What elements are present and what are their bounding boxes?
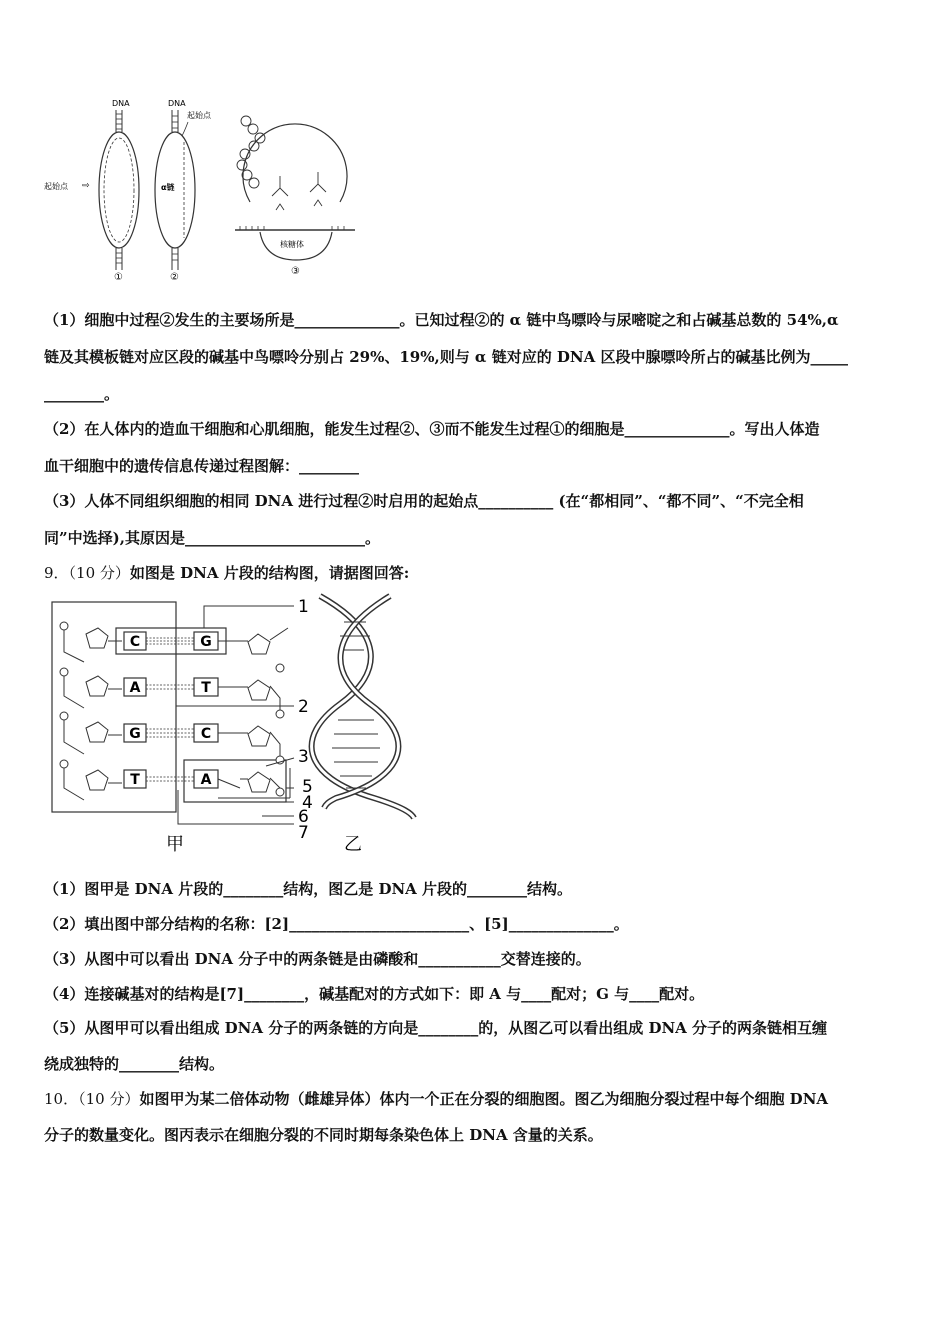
q8-part2-line1: （2）在人体内的造血干细胞和心肌细胞，能发生过程②、③而不能发生过程①的细胞是______________。写出人体造 bbox=[44, 420, 820, 438]
label-yi: 乙 bbox=[344, 834, 362, 855]
q8-part1-line3: ________。 bbox=[44, 385, 120, 403]
trna-icon bbox=[272, 176, 288, 210]
base-right-3: C bbox=[200, 726, 212, 742]
num-label-3: 3 bbox=[298, 747, 309, 767]
base-right-1: G bbox=[200, 634, 212, 650]
q8-part1-line2: 链及其模板链对应区段的碱基中鸟嘌呤分别占 29%、19%,则与 α 链对应的 DNA 区段中腺嘌呤所占的碱基比例为_____ bbox=[44, 348, 848, 366]
q9-score: （10 分） bbox=[68, 564, 130, 582]
q9-part1: （1）图甲是 DNA 片段的________结构，图乙是 DNA 片段的________结构。 bbox=[44, 880, 573, 898]
base-left-4: T bbox=[130, 772, 140, 788]
dna-label-1: DNA bbox=[112, 99, 130, 108]
num-label-6: 6 bbox=[298, 807, 309, 827]
fragment-box bbox=[52, 602, 176, 812]
ribosome-label: 核糖体 bbox=[280, 240, 304, 249]
base-right-4: A bbox=[200, 772, 212, 788]
q9-part5-line1: （5）从图甲可以看出组成 DNA 分子的两条链的方向是________的，从图乙可以看出组成 DNA 分子的两条链相互缠 bbox=[44, 1019, 828, 1037]
q9-stem bbox=[44, 562, 910, 584]
q9-part4: （4）连接碱基对的结构是[7]________，碱基配对的方式如下：即 A 与____配对；G 与____配对。 bbox=[44, 985, 705, 1003]
q8-part1-line1: （1）细胞中过程②发生的主要场所是______________。已知过程②的 α 链中鸟嘌呤与尿嘧啶之和占碱基总数的 54%,α bbox=[44, 311, 839, 329]
q9-part5-line2: 绕成独特的________结构。 bbox=[44, 1055, 225, 1073]
process-diagram bbox=[40, 92, 360, 282]
base-left-3: G bbox=[129, 726, 141, 742]
q9-stem-text: 如图是 DNA 片段的结构图，请据图回答: bbox=[129, 564, 410, 582]
q10-stem-line2: 分子的数量变化。图丙表示在细胞分裂的不同时期每条染色体上 DNA 含量的关系。 bbox=[44, 1126, 603, 1144]
trna-icon bbox=[310, 172, 326, 206]
origin-label-left: 起始点 bbox=[44, 182, 68, 191]
dna-label-2: DNA bbox=[168, 99, 186, 108]
num-label-2: 2 bbox=[298, 697, 309, 717]
q9-number: 9． bbox=[44, 564, 69, 582]
q9-part3: （3）从图中可以看出 DNA 分子中的两条链是由磷酸和___________交替连接的。 bbox=[44, 950, 591, 968]
dna-structure-figure bbox=[44, 592, 464, 862]
q8-part3-line1: （3）人体不同组织细胞的相同 DNA 进行过程②时启用的起始点__________ (在“都相同”、“都不同”、“不完全相 bbox=[44, 492, 804, 510]
q8-part3-line2: 同”中选择),其原因是________________________。 bbox=[44, 529, 380, 547]
q10-number: 10． bbox=[44, 1090, 79, 1108]
q10-score: （10 分） bbox=[78, 1090, 140, 1108]
q9-part2: （2）填出图中部分结构的名称：[2]________________________、[5]______________。 bbox=[44, 915, 629, 933]
q10-stem-text-a: 如图甲为某二倍体动物（雌雄异体）体内一个正在分裂的细胞图。图乙为细胞分裂过程中每个细胞 DNA bbox=[139, 1090, 829, 1108]
ribosome-large-subunit bbox=[243, 124, 347, 202]
alpha-chain-label: α链 bbox=[161, 183, 175, 192]
label-n3: ③ bbox=[291, 266, 300, 277]
q10-stem-line1 bbox=[44, 1088, 910, 1110]
num-label-7: 7 bbox=[298, 823, 309, 843]
replication-bubble bbox=[99, 132, 139, 248]
base-right-2: T bbox=[201, 680, 211, 696]
num-label-4: 4 bbox=[302, 793, 313, 813]
base-left-1: C bbox=[129, 634, 141, 650]
label-n1: ① bbox=[114, 272, 123, 282]
q8-part2-line2: 血干细胞中的遗传信息传递过程图解：________ bbox=[44, 457, 360, 475]
arrow-icon: ⇨ bbox=[82, 181, 90, 191]
label-n2: ② bbox=[170, 272, 179, 282]
base-left-2: A bbox=[129, 680, 141, 696]
label-jia: 甲 bbox=[166, 834, 184, 855]
num-label-1: 1 bbox=[298, 597, 309, 617]
origin-label-right: 起始点 bbox=[187, 111, 211, 120]
num-label-5: 5 bbox=[302, 777, 313, 797]
